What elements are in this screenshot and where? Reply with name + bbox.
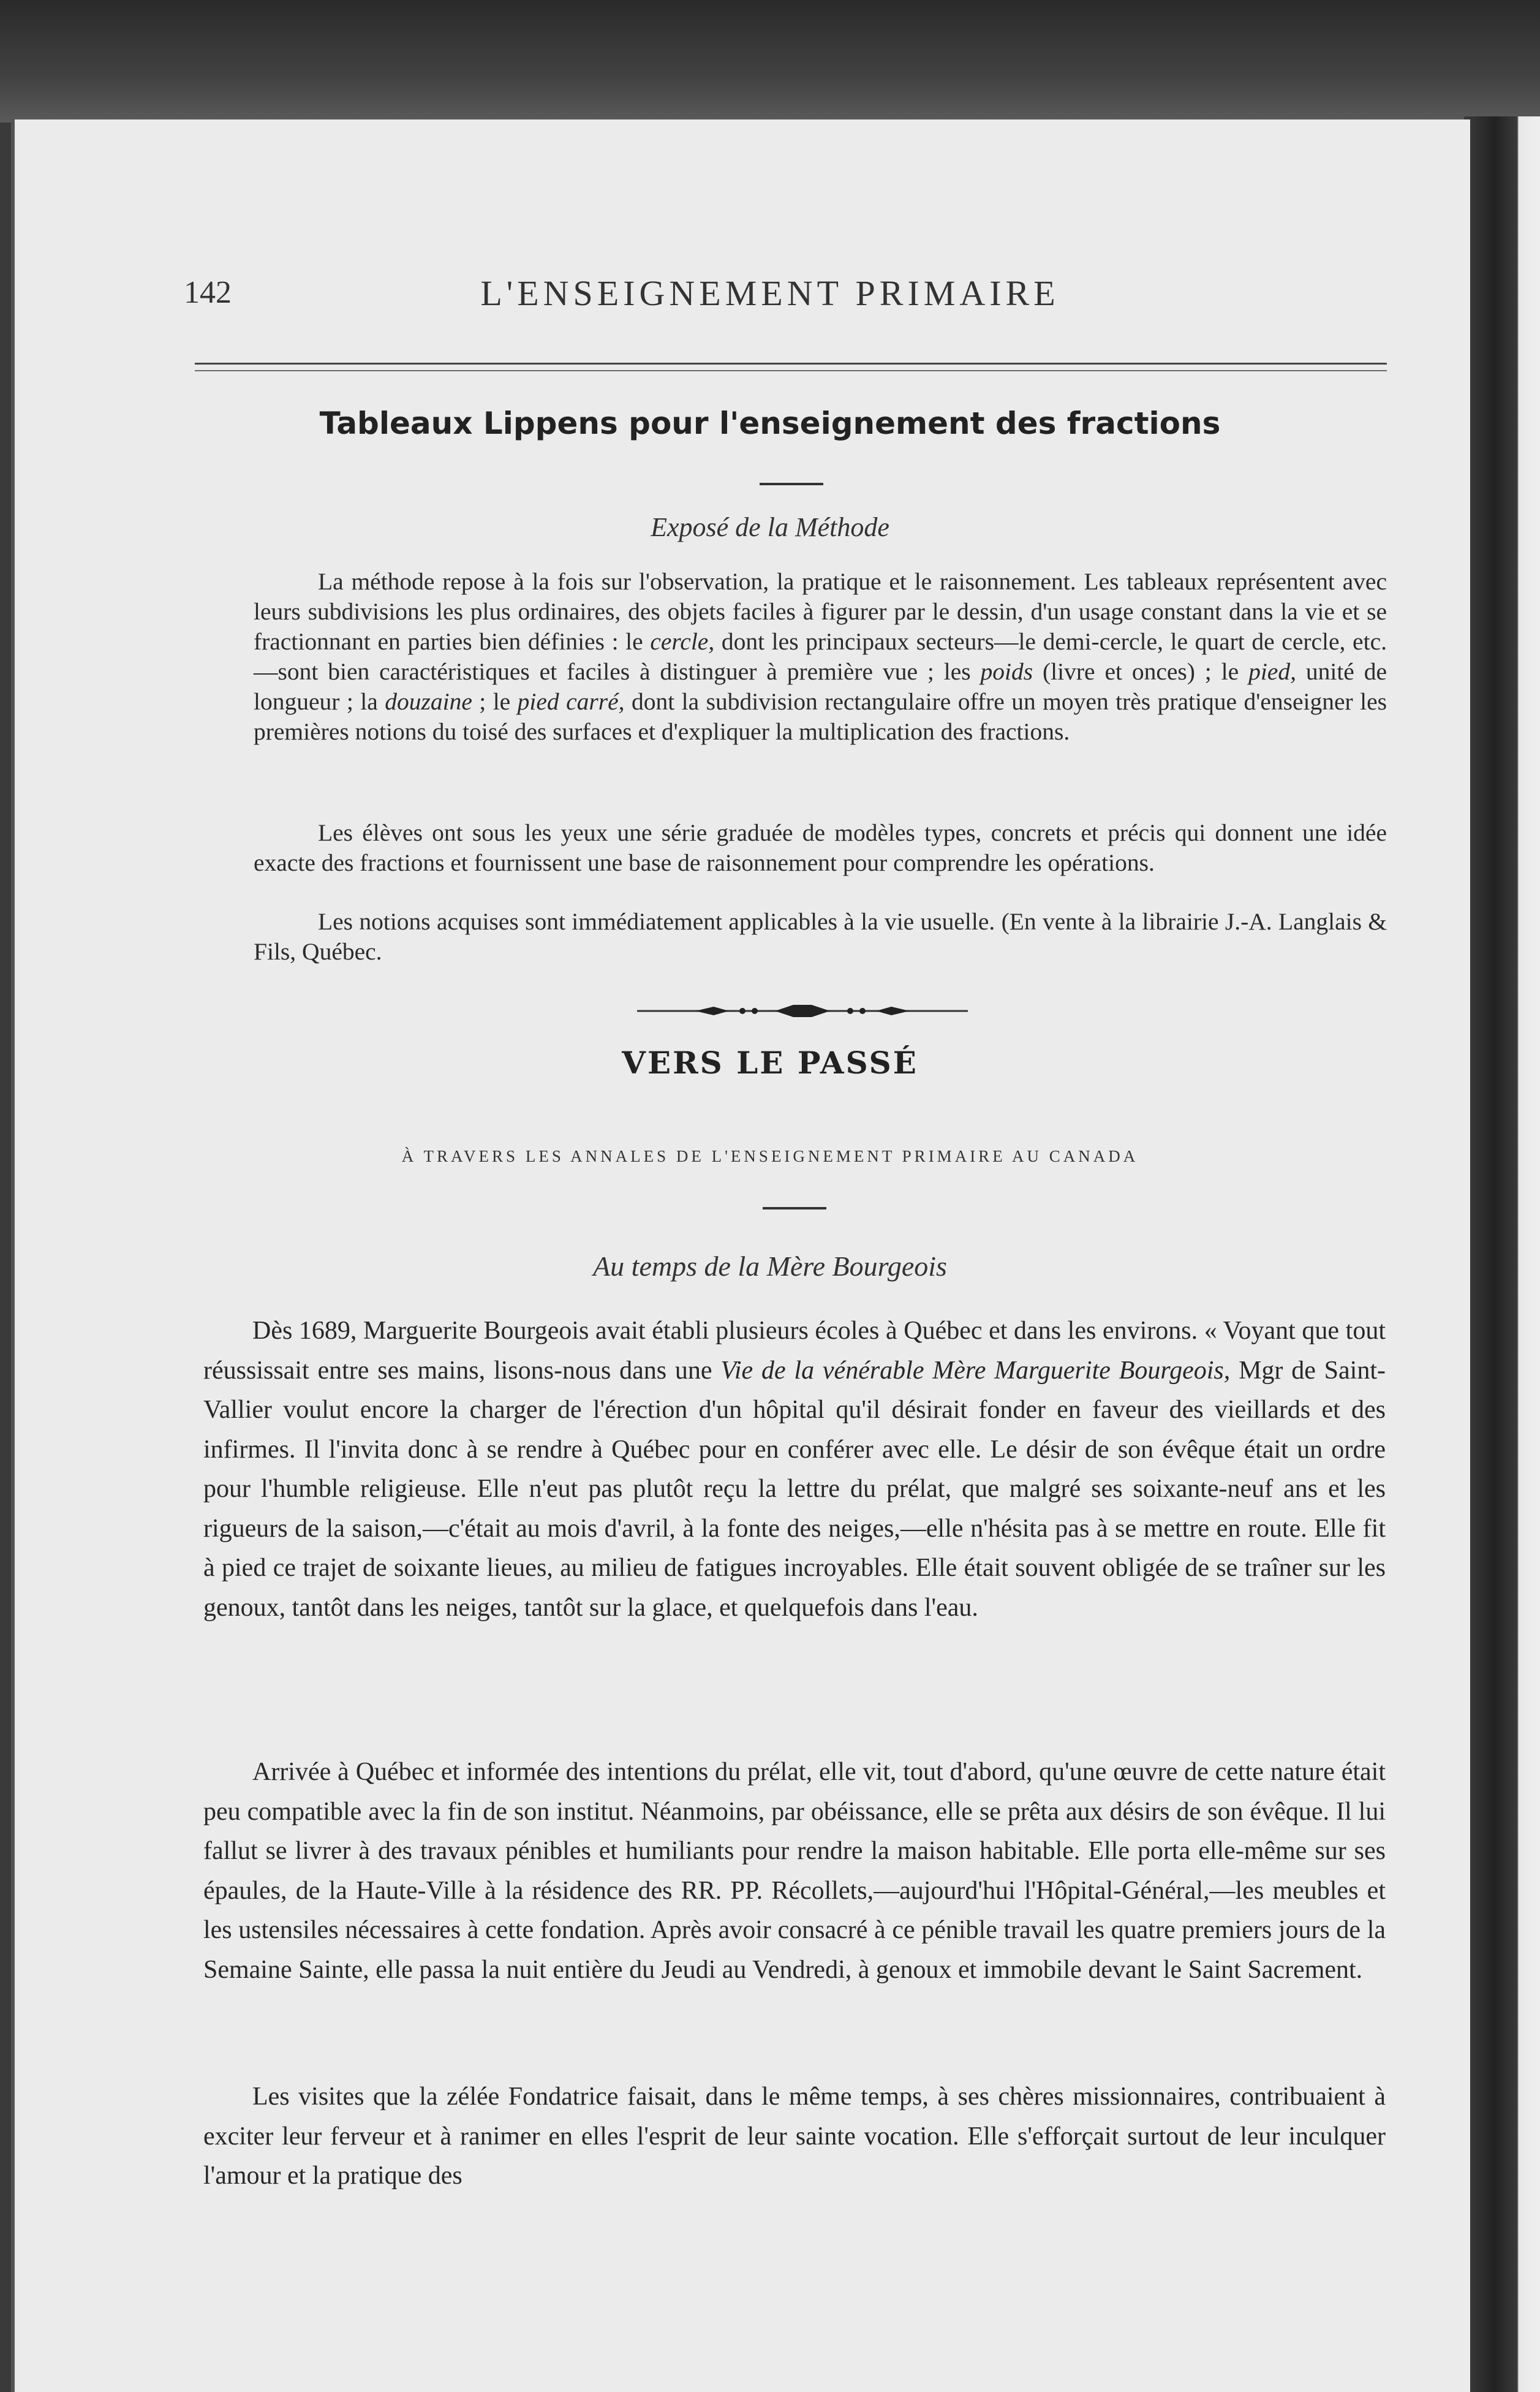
section-title-lippens: Tableaux Lippens pour l'enseignement des fractions <box>319 406 1221 441</box>
page-number: 142 <box>184 275 232 310</box>
ornament-divider <box>637 999 968 1023</box>
text-run: La méthode repose à la fois sur l'observation, la pratique et le raisonnement. Les tableaux représentent avec leurs subdivisions les plus ordinaires, des objets faciles à figurer par le dessin, d'un usage constant dans la vie et se fractionnant en parties bien définies : le <box>254 568 1387 655</box>
section-title-vers-le-passe: VERS LE PASSÉ <box>622 1045 918 1081</box>
emphasis-douzaine: douzaine <box>385 688 472 715</box>
text-run: (livre et onces) ; le <box>1033 658 1249 685</box>
emphasis-book-title: Vie de la vénérable Mère Marguerite Bourgeois, <box>720 1356 1231 1385</box>
emphasis-cercle: cercle, <box>650 628 715 655</box>
text-run: Dès 1689, Marguerite Bourgeois avait établi plusieurs écoles à Québec et dans les environs. « Voyant que tout réussissait entre ses mains, lisons-nous dans une <box>203 1317 1386 1385</box>
section-subtitle-bourgeois: Au temps de la Mère Bourgeois <box>593 1251 947 1282</box>
text-run: Mgr de Saint-Vallier voulut encore la charger de l'érection d'un hôpital qu'il désirait fonder en faveur des vieillards et des infirmes. Il l'invita donc à se rendre à Québec pour en conférer avec elle. Le désir de son évêque était un ordre pour l'humble religieuse. Elle n'eut pas plutôt reçu la lettre du prélat, que malgré ses soixante-neuf ans et les rigueurs de la saison,—c'était au mois d'avril, à la fonte des neiges,—elle n'hésita pas à se mettre en route. Elle fit à pied ce trajet de soixante lieues, au milieu de fatigues incroyables. Elle était souvent obligée de se traîner sur les genoux, tantôt dans les neiges, tantôt sur la glace, et quelquefois dans l'eau. <box>203 1356 1386 1622</box>
text-run: ; le <box>472 688 518 715</box>
text-run: dont les principaux secteurs—le demi-cercle, le quart de cercle, etc.—sont bien caractéristiques et faciles à distinguer à première vue ; les <box>254 628 1387 685</box>
paragraph-eleves: Les élèves ont sous les yeux une série graduée de modèles types, concrets et précis qui donnent une idée exacte des fractions et fournissent une base de raisonnement pour comprendre les opérations. <box>254 819 1387 876</box>
text-run: unité de longueur ; la <box>254 658 1387 715</box>
emphasis-pied-carre: pied carré, <box>517 688 625 715</box>
paragraph-notions: Les notions acquises sont immédiatement applicables à la vie usuelle. (En vente à la librairie J.-A. Langlais & Fils, Québec. <box>254 908 1387 965</box>
section-subheading-annales: À TRAVERS LES ANNALES DE L'ENSEIGNEMENT PRIMAIRE AU CANADA <box>401 1147 1139 1165</box>
emphasis-pied: pied, <box>1248 658 1296 685</box>
paragraph-methode <box>254 567 1387 747</box>
section-subtitle-methode: Exposé de la Méthode <box>651 512 889 542</box>
emphasis-poids: poids <box>980 658 1033 685</box>
running-head: L'ENSEIGNEMENT PRIMAIRE <box>480 273 1060 313</box>
scan-background-top <box>0 0 1540 123</box>
paragraph-visites: Les visites que la zélée Fondatrice faisait, dans le même temps, à ses chères missionnaires, contribuaient à exciter leur ferveur et à ranimer en elles l'esprit de leur sainte vocation. Elle s'efforçait surtout de leur inculquer l'amour et la pratique des <box>203 2083 1386 2190</box>
header-rule <box>195 363 1387 365</box>
text-run: dont la subdivision rectangulaire offre un moyen très pratique d'enseigner les premières notions du toisé des surfaces et d'expliquer la multiplication des fractions. <box>254 688 1387 745</box>
header-rule-thin <box>195 370 1387 371</box>
section-divider <box>760 483 823 485</box>
paragraph-arrivee-quebec: Arrivée à Québec et informée des intentions du prélat, elle vit, tout d'abord, qu'une œuvre de cette nature était peu compatible avec la fin de son institut. Néanmoins, par obéissance, elle se prêta aux désirs de son évêque. Il lui fallut se livrer à des travaux pénibles et humiliants pour rendre la maison habitable. Elle porta elle-même sur ses épaules, de la Haute-Ville à la résidence des RR. PP. Récollets,—aujourd'hui l'Hôpital-Général,—les meubles et les ustensiles nécessaires à cette fondation. Après avoir consacré à ce pénible travail les quatre premiers jours de la Semaine Sainte, elle passa la nuit entière du Jeudi au Vendredi, à genoux et immobile devant le Saint Sacrement. <box>203 1758 1386 1984</box>
paragraph-bourgeois-1689 <box>203 1311 1386 1627</box>
section-divider <box>763 1207 826 1209</box>
